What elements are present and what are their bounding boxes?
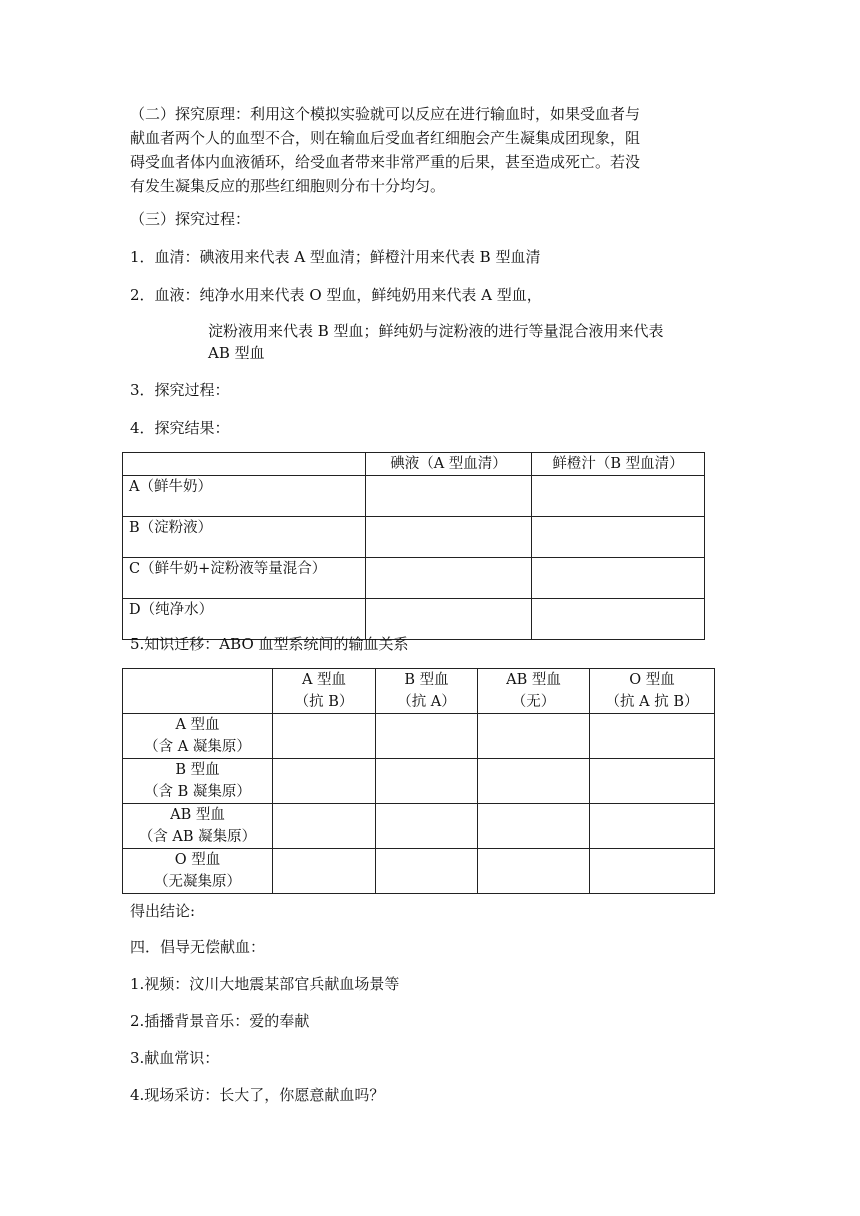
list-item: 4.现场采访：长大了，你愿意献血吗？ (130, 1086, 385, 1104)
list-item: 3.献血常识： (130, 1049, 220, 1067)
table-header-cell: 鲜橙汁（B 型血清） (532, 453, 705, 476)
table-cell (366, 558, 532, 599)
table-header-cell: 碘液（A 型血清） (366, 453, 532, 476)
table-cell (376, 849, 478, 894)
blood-line: 2．血液：纯净水用来代表 O 型血，鲜纯奶用来代表 A 型血， (130, 286, 542, 304)
section-four-heading: 四．倡导无偿献血： (130, 938, 266, 956)
table-header-cell: O 型血 （抗 A 抗 B） (590, 669, 715, 714)
table-cell (478, 849, 590, 894)
table-row (123, 476, 705, 517)
conclusion-line: 得出结论: (130, 902, 196, 920)
process-step-3: 3．探究过程： (130, 381, 230, 399)
table-cell (532, 476, 705, 517)
table-cell (376, 759, 478, 804)
principle-line-1: （二）探究原理：利用这个模拟实验就可以反应在进行输血时，如果受血者与 (130, 105, 641, 123)
table-header-cell: B 型血 （抗 A） (376, 669, 478, 714)
process-title: （三）探究过程： (130, 210, 251, 228)
blood-continuation-2: AB 型血 (208, 344, 265, 362)
row-label: A（鲜牛奶） (123, 476, 366, 517)
result-step-4: 4．探究结果： (130, 419, 230, 437)
table-cell (478, 714, 590, 759)
table-row (123, 558, 705, 599)
row-label: D（纯净水） (123, 599, 366, 640)
row-label: B（淀粉液） (123, 517, 366, 558)
principle-line-4: 有发生凝集反应的那些红细胞则分布十分均匀。 (130, 177, 446, 195)
principle-line-3: 碍受血者体内血液循环，给受血者带来非常严重的后果，甚至造成死亡。若没 (130, 153, 641, 171)
table-cell (478, 759, 590, 804)
table-cell (590, 759, 715, 804)
principle-line-2: 献血者两个人的血型不合，则在输血后受血者红细胞会产生凝集成团现象，阻 (130, 129, 641, 147)
table-header-cell (123, 669, 273, 714)
table-header-cell (123, 453, 366, 476)
table-header-cell: A 型血 （抗 B） (273, 669, 376, 714)
table-cell (478, 804, 590, 849)
table-header-cell: AB 型血 （无） (478, 669, 590, 714)
table-header-row (123, 669, 715, 714)
table-cell (376, 714, 478, 759)
table-cell (273, 714, 376, 759)
table-cell (376, 804, 478, 849)
serum-line: 1．血清：碘液用来代表 A 型血清；鲜橙汁用来代表 B 型血清 (130, 248, 541, 266)
list-item: 2.插播背景音乐：爱的奉献 (130, 1012, 310, 1030)
table-row (123, 517, 705, 558)
table-cell (590, 849, 715, 894)
row-label: B 型血 （含 B 凝集原） (123, 759, 273, 804)
table-cell (273, 759, 376, 804)
transfusion-relation-table (122, 668, 715, 894)
table-cell (366, 476, 532, 517)
table-header-row (123, 453, 705, 476)
experiment-result-table (122, 452, 705, 640)
table-cell (590, 714, 715, 759)
table-cell (532, 517, 705, 558)
table-row (123, 714, 715, 759)
table-cell (590, 804, 715, 849)
row-label: C（鲜牛奶+淀粉液等量混合） (123, 558, 366, 599)
table-row (123, 849, 715, 894)
table-cell (366, 517, 532, 558)
table-cell (273, 849, 376, 894)
blood-continuation-1: 淀粉液用来代表 B 型血；鲜纯奶与淀粉液的进行等量混合液用来代表 (208, 322, 664, 340)
table-cell (273, 804, 376, 849)
table-row (123, 804, 715, 849)
row-label: AB 型血 （含 AB 凝集原） (123, 804, 273, 849)
knowledge-transfer-line: 5.知识迁移：ABO 血型系统间的输血关系 (130, 635, 409, 653)
row-label: A 型血 （含 A 凝集原） (123, 714, 273, 759)
table-row (123, 759, 715, 804)
row-label: O 型血 （无凝集原） (123, 849, 273, 894)
list-item: 1.视频：汶川大地震某部官兵献血场景等 (130, 975, 400, 993)
table-cell (532, 558, 705, 599)
